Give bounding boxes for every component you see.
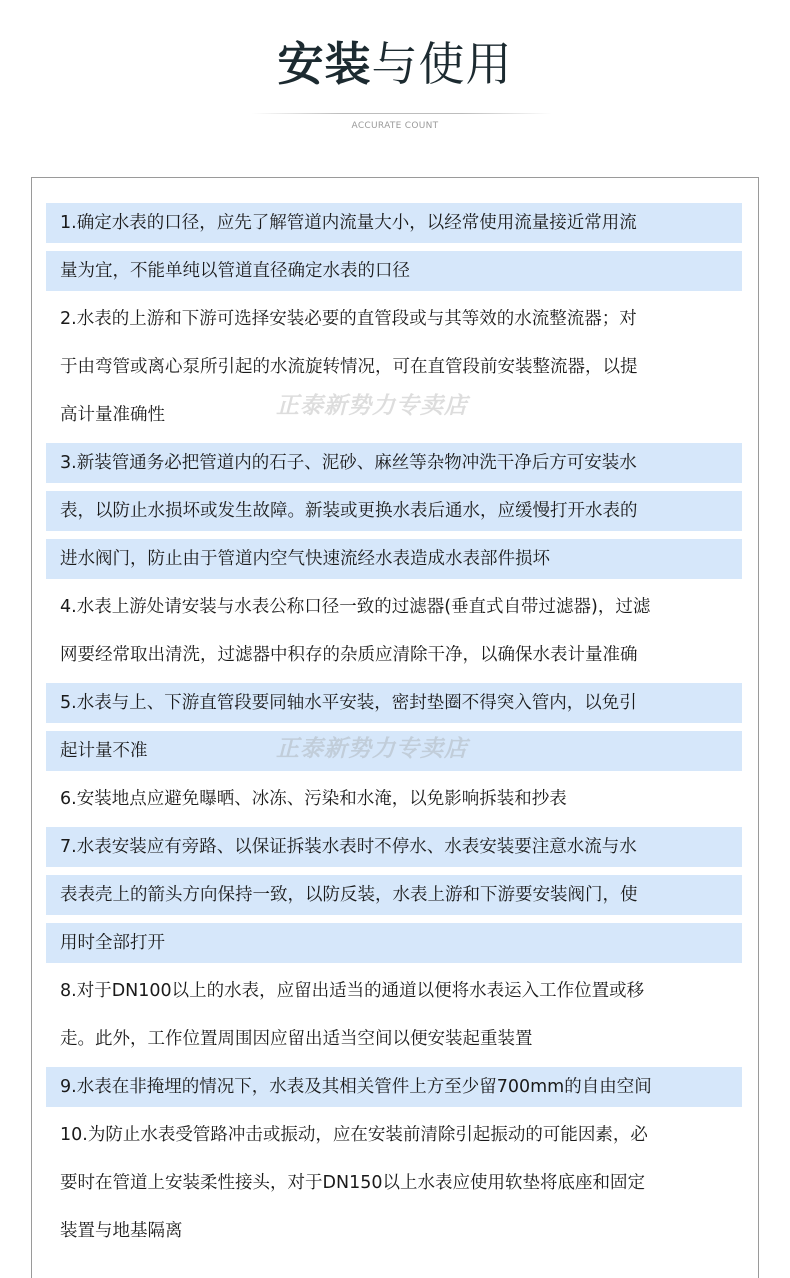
instruction-line: 高计量准确性 [60,405,165,425]
instruction-line: 网要经常取出清洗，过滤器中积存的杂质应清除干净，以确保水表计量准确 [60,645,638,665]
instruction-line: 用时全部打开 [46,923,742,963]
instruction-line: 3.新装管通务必把管道内的石子、泥砂、麻丝等杂物冲洗干净后方可安装水 [46,443,742,483]
page-subtitle: ACCURATE COUNT [351,121,439,131]
page-title [0,34,790,94]
instruction-line: 起计量不准 [46,731,742,771]
instruction-line: 表表壳上的箭头方向保持一致，以防反装，水表上游和下游要安装阀门，使 [46,875,742,915]
instruction-line: 要时在管道上安装柔性接头，对于DN150以上水表应使用软垫将底座和固定 [60,1173,645,1193]
instruction-line: 于由弯管或离心泵所引起的水流旋转情况，可在直管段前安装整流器，以提 [60,357,638,377]
instruction-line: 进水阀门，防止由于管道内空气快速流经水表造成水表部件损坏 [46,539,742,579]
instruction-line: 8.对于DN100以上的水表，应留出适当的通道以便将水表运入工作位置或移 [60,981,645,1001]
page-header [0,0,790,150]
instruction-line: 6.安装地点应避免曝晒、冰冻、污染和水淹，以免影响拆装和抄表 [60,789,567,809]
instruction-line: 1.确定水表的口径，应先了解管道内流量大小，以经常使用流量接近常用流 [46,203,742,243]
watermark: 正泰新势力专卖店 [276,736,468,762]
instruction-line: 2.水表的上游和下游可选择安装必要的直管段或与其等效的水流整流器；对 [60,309,637,329]
page-title-light: 与使用 [371,37,513,91]
watermark: 正泰新势力专卖店 [276,393,468,419]
instructions-panel [31,177,759,1278]
page-title-bold: 安装 [277,37,372,91]
instruction-line: 走。此外，工作位置周围因应留出适当空间以便安装起重装置 [60,1029,533,1049]
instruction-line: 5.水表与上、下游直管段要同轴水平安装，密封垫圈不得突入管内，以免引 [46,683,742,723]
instruction-line: 表，以防止水损坏或发生故障。新装或更换水表后通水，应缓慢打开水表的 [46,491,742,531]
instruction-line: 装置与地基隔离 [60,1221,183,1241]
title-divider [252,113,552,114]
instruction-line: 9.水表在非掩埋的情况下，水表及其相关管件上方至少留700mm的自由空间 [46,1067,742,1107]
instruction-line: 量为宜，不能单纯以管道直径确定水表的口径 [46,251,742,291]
instruction-line: 4.水表上游处请安装与水表公称口径一致的过滤器(垂直式自带过滤器)，过滤 [60,597,651,617]
instruction-line: 7.水表安装应有旁路、以保证拆装水表时不停水、水表安装要注意水流与水 [46,827,742,867]
instruction-line: 10.为防止水表受管路冲击或振动，应在安装前清除引起振动的可能因素，必 [60,1125,648,1145]
